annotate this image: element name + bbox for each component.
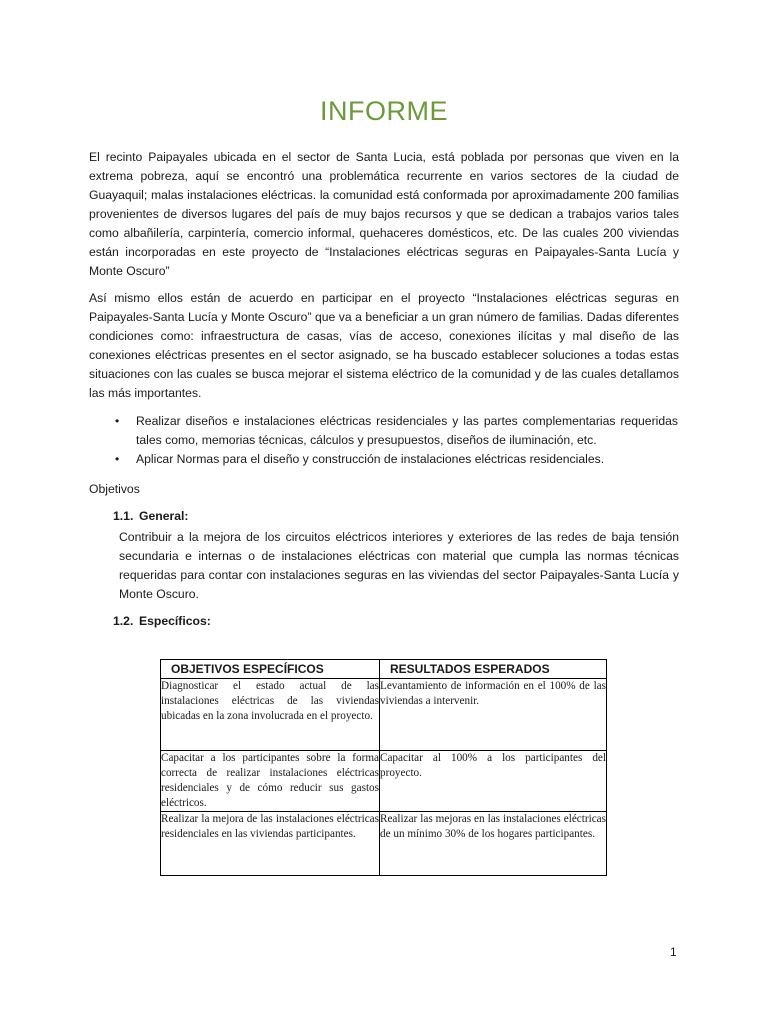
bullet-text: Realizar diseños e instalaciones eléctricas residenciales y las partes complementarias requeridas tales como, memorias técnicas, cálculos y presupuestos, diseños de iluminación, etc. xyxy=(136,414,678,447)
table-cell xyxy=(161,751,380,812)
document-title: INFORME xyxy=(320,96,448,126)
specific-heading xyxy=(113,614,211,628)
page-number: 1 xyxy=(670,945,677,959)
bullet-icon: • xyxy=(115,452,120,466)
general-heading xyxy=(113,509,188,523)
cell-text: Realizar la mejora de las instalaciones eléctricas residenciales en las viviendas participantes. xyxy=(161,813,379,840)
table-row xyxy=(161,751,607,812)
table-cell xyxy=(161,679,380,751)
general-objective-text: Contribuir a la mejora de los circuitos eléctricos interiores y exteriores de las redes de baja tensión secundaria e internas o de instalaciones eléctricas con material que cumpla las normas técnicas requeridas para contar con instalaciones seguras en las viviendas del sector Paipayales-Santa Lucía y Monte Oscuro. xyxy=(119,530,679,601)
bullet-list xyxy=(112,412,678,469)
cell-text: Capacitar al 100% a los participantes del proyecto. xyxy=(380,752,606,779)
cell-text: Capacitar a los participantes sobre la forma correcta de realizar instalaciones eléctricas residenciales y de cómo reducir sus gastos eléctricos. xyxy=(161,752,379,809)
objectives-heading: Objetivos xyxy=(89,482,140,496)
bullet-icon: • xyxy=(115,414,120,428)
table-cell xyxy=(380,812,607,876)
table-cell xyxy=(380,679,607,751)
table-row xyxy=(161,812,607,876)
bullet-text: Aplicar Normas para el diseño y construcción de instalaciones eléctricas residenciales. xyxy=(136,452,605,466)
context-paragraph: Así mismo ellos están de acuerdo en participar en el proyecto “Instalaciones eléctricas seguras en Paipayales-Santa Lucía y Monte Oscuro” que va a beneficiar a un gran número de familias. Dadas diferentes condiciones como: infraestructura de casas, vías de acceso, conexiones ilícitas y mal diseño de las conexiones eléctricas presentes en el sector asignado, se ha buscado establecer soluciones a todas estas situaciones con las cuales se busca mejorar el sistema eléctrico de la comunidad y de las cuales detallamos las más importantes. xyxy=(89,291,679,400)
objectives-table xyxy=(160,659,607,876)
cell-text: Realizar las mejoras en las instalaciones eléctricas de un mínimo 30% de los hogares participantes. xyxy=(380,813,606,840)
table-row xyxy=(161,679,607,751)
cell-text: Levantamiento de información en el 100% de las viviendas a intervenir. xyxy=(380,680,606,707)
table-cell xyxy=(161,812,380,876)
general-label: General: xyxy=(139,509,189,523)
intro-paragraph: El recinto Paipayales ubicada en el sector de Santa Lucia, está poblada por personas que viven en la extrema pobreza, aquí se encontró una problemática recurrente en varios sectores de la ciudad de Guayaquil; malas instalaciones eléctricas. la comunidad está conformada por aproximadamente 200 familias provenientes de diversos lugares del país de muy bajos recursos y que se dedican a trabajos varios tales como albañilería, carpintería, comercio informal, quehaceres domésticos, etc. De las cuales 200 viviendas están incorporadas en este proyecto de “Instalaciones eléctricas seguras en Paipayales-Santa Lucía y Monte Oscuro” xyxy=(89,150,679,278)
specific-label: Específicos: xyxy=(139,614,211,628)
table-cell xyxy=(380,751,607,812)
table-header-row xyxy=(161,660,607,679)
specific-number: 1.2. xyxy=(113,614,134,628)
cell-text: Diagnosticar el estado actual de las instalaciones eléctricas de las viviendas ubicadas en la zona involucrada en el proyecto. xyxy=(161,680,379,722)
bullet-item xyxy=(112,450,678,469)
table-header-cell: OBJETIVOS ESPECÍFICOS xyxy=(161,660,380,679)
bullet-item xyxy=(112,412,678,450)
table-header-cell: RESULTADOS ESPERADOS xyxy=(380,660,607,679)
general-number: 1.1. xyxy=(113,509,134,523)
